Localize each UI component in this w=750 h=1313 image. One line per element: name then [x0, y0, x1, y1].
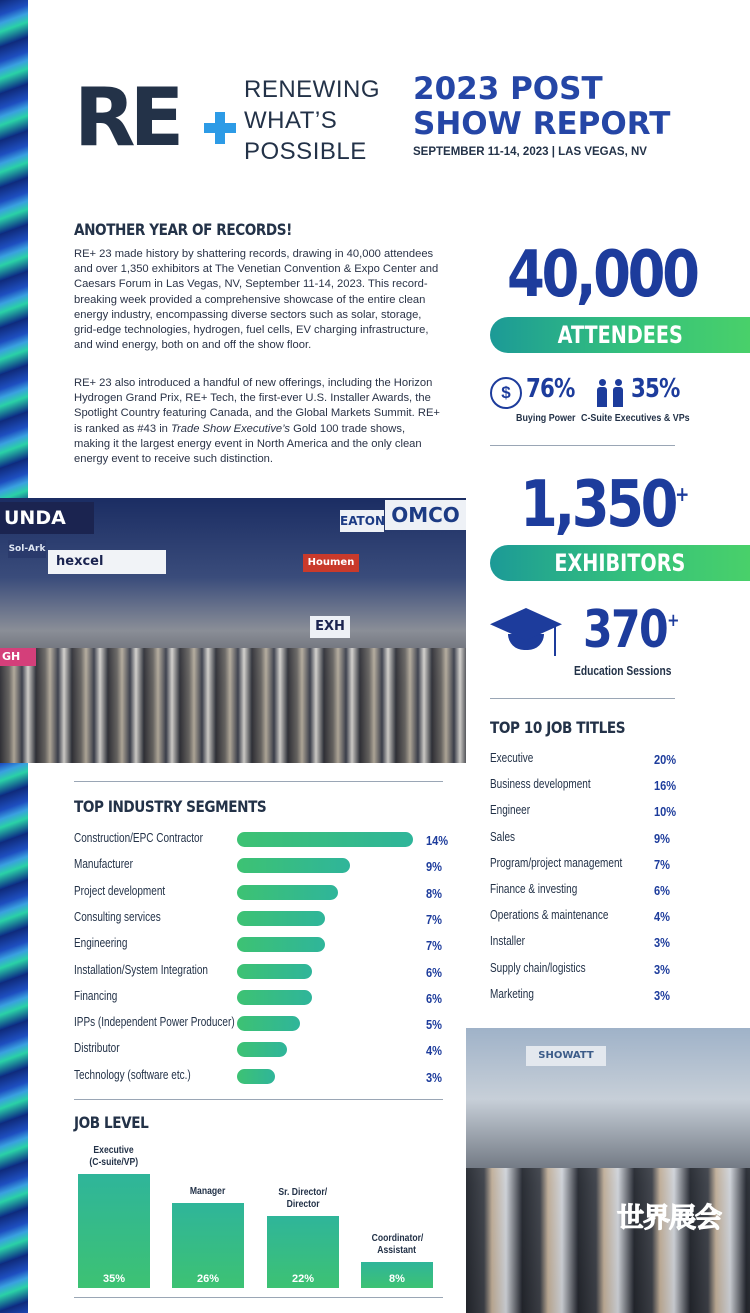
segment-bar [237, 990, 312, 1005]
segment-bar [237, 1016, 300, 1031]
job-level-label-line: Director [286, 1198, 320, 1211]
logo-tagline-line: RENEWING [244, 76, 380, 103]
segment-label: Construction/EPC Contractor [74, 831, 203, 845]
report-title-line: 2023 POST [413, 71, 603, 107]
segment-row [74, 1014, 446, 1036]
segment-row [74, 830, 449, 852]
segment-row [74, 935, 446, 957]
crowd [0, 648, 466, 763]
segment-bar [237, 1069, 275, 1084]
job-title-row [490, 856, 676, 876]
job-title-label: Program/project management [490, 855, 623, 870]
job-level-bar [78, 1174, 150, 1288]
exhibitors-label: EXHIBITORS [554, 549, 686, 577]
attendees-number: 40,000 [507, 238, 697, 312]
segment-label: Manufacturer [74, 857, 133, 872]
segment-row [74, 962, 446, 984]
logo-mark: RE [74, 71, 179, 164]
dollar-icon: $ [490, 377, 522, 409]
job-title-label: Engineer [490, 803, 531, 818]
attendees-label: ATTENDEES [557, 321, 683, 349]
job-level-bar [172, 1203, 244, 1288]
job-title-row [490, 908, 676, 928]
segment-pct: 8% [426, 885, 442, 901]
buying-power-pct: 76% [526, 374, 575, 404]
segment-label: Distributor [74, 1041, 120, 1056]
job-title-pct: 3% [654, 987, 670, 1003]
job-title-pct: 7% [654, 856, 670, 872]
job-title-pct: 3% [654, 935, 670, 951]
segment-row [74, 883, 446, 905]
job-level-heading: JOB LEVEL [74, 1113, 149, 1132]
records-paragraph-1: RE+ 23 made history by shattering records, drawing in 40,000 attendees and over 1,350 exhibitors at The Venetian Convention & Expo Center and Caesars Forum in Las Vegas, NV, September 11-14, 2023. This record-breaking week provided a comprehensive showcase of the entire clean energy industry, encompassing diverse sectors such as solar, storage, grid-edge technologies, hydrogen, fuel cells, EV charging infrastructure, and wind energy, both on and off the show floor. [74, 248, 439, 352]
booth-sign: hexcel [48, 550, 166, 574]
records-heading: ANOTHER YEAR OF RECORDS! [74, 220, 292, 239]
graduation-cap-icon [490, 608, 562, 664]
segment-pct: 3% [426, 1069, 442, 1085]
job-title-pct: 16% [654, 778, 677, 794]
booth-sign: Sol-Ark [8, 540, 46, 558]
booth-sign: UNDA [0, 502, 94, 534]
segment-row [74, 909, 446, 931]
segment-row [74, 1040, 446, 1062]
job-title-row [490, 830, 676, 850]
records-paragraph-2 [74, 376, 444, 467]
cap-tassel [554, 626, 556, 656]
expo-floor-photo [0, 498, 466, 763]
job-title-row [490, 961, 676, 981]
divider [74, 781, 443, 782]
segment-label: IPPs (Independent Power Producer) [74, 1015, 235, 1030]
education-number [583, 600, 679, 660]
exhibitors-number-value: 1,350 [520, 468, 676, 542]
booth-sign: OMCO [385, 500, 466, 530]
divider [74, 1099, 443, 1100]
job-level-bar [361, 1262, 433, 1288]
segment-pct: 14% [426, 833, 449, 848]
job-title-pct: 3% [654, 961, 670, 977]
paragraph-text: RE+ 23 also introduced a handful of new offerings, including the Horizon Hydrogen Grand Prix, RE+ Tech, the first-ever U.S. Installer Awards, the Spotlight Country featuring Canada, and the Global Markets Summit. RE+ is ranked as #43 in [74, 377, 440, 435]
booth-sign: EATON [340, 510, 384, 532]
job-level-label [68, 1144, 160, 1168]
segment-row [74, 988, 446, 1010]
person-icon [613, 379, 623, 407]
segment-label: Consulting services [74, 909, 161, 924]
job-title-pct: 4% [654, 909, 670, 925]
job-level-bar [267, 1216, 339, 1288]
divider [490, 445, 675, 446]
job-title-row [490, 987, 676, 1007]
segment-pct: 5% [426, 1017, 442, 1033]
segment-label: Installation/System Integration [74, 962, 208, 977]
attendees-banner [490, 317, 750, 353]
booth-sign: SHOWATT [526, 1046, 606, 1066]
job-title-label: Finance & investing [490, 882, 578, 896]
booth-sign: EXH [310, 616, 350, 638]
re-plus-logo [74, 72, 394, 167]
exhibitors-banner [490, 545, 750, 581]
segment-pct: 6% [426, 990, 442, 1006]
logo-tagline-line: WHAT’S [244, 107, 338, 134]
cap-top [490, 608, 562, 644]
segment-row [74, 1067, 446, 1089]
person-icon [597, 379, 607, 407]
job-title-label: Installer [490, 934, 526, 949]
watermark-logo: 世界展会 [617, 1203, 721, 1234]
job-level-pct: 26% [196, 1272, 220, 1285]
segment-pct: 4% [426, 1043, 442, 1059]
job-titles-heading: TOP 10 JOB TITLES [490, 718, 626, 737]
job-level-label [351, 1232, 443, 1256]
segment-label: Project development [74, 883, 166, 898]
job-level-label-line: Sr. Director/ [278, 1186, 328, 1199]
job-title-row [490, 934, 676, 954]
job-title-row [490, 777, 676, 797]
csuite-label: C-Suite Executives & VPs [581, 412, 690, 424]
job-title-pct: 20% [654, 752, 677, 767]
plus-icon [204, 112, 236, 144]
attendee-photo [466, 1028, 750, 1313]
plus-sign: + [667, 610, 680, 631]
job-title-label: Operations & maintenance [490, 908, 609, 923]
segment-pct: 6% [426, 964, 442, 980]
education-label: Education Sessions [574, 664, 672, 678]
job-level-pct: 8% [389, 1272, 405, 1285]
segment-label: Technology (software etc.) [74, 1067, 191, 1082]
buying-power-label: Buying Power [516, 412, 576, 424]
job-title-row [490, 882, 676, 902]
job-level-label [162, 1185, 254, 1197]
segment-bar [237, 964, 312, 979]
logo-tagline [244, 74, 404, 167]
exhibitors-number [520, 468, 689, 542]
segment-bar [237, 1042, 287, 1057]
segment-bar [237, 858, 350, 873]
segment-pct: 7% [426, 938, 442, 954]
job-level-label-line: Assistant [377, 1243, 417, 1256]
segment-pct: 7% [426, 911, 442, 927]
job-title-label: Business development [490, 777, 591, 792]
divider [490, 698, 675, 699]
csuite-pct: 35% [631, 374, 680, 404]
segment-bar [237, 832, 413, 847]
booth-sign: GH [0, 648, 36, 666]
segment-bar [237, 911, 325, 926]
job-title-label: Supply chain/logistics [490, 960, 586, 975]
job-level-pct: 22% [291, 1272, 315, 1285]
segment-row [74, 856, 446, 878]
job-level-label-line: Coordinator/ [371, 1231, 423, 1244]
logo-tagline-line: POSSIBLE [244, 138, 367, 165]
job-title-pct: 9% [654, 830, 670, 846]
job-title-label: Marketing [490, 986, 534, 1001]
report-subtitle: SEPTEMBER 11-14, 2023 | LAS VEGAS, NV [413, 146, 647, 158]
job-title-label: Executive [490, 751, 534, 765]
job-level-label-line: Executive [93, 1144, 135, 1156]
segment-bar [237, 937, 325, 952]
attendees-in-photo [466, 1168, 750, 1313]
segment-label: Engineering [74, 936, 128, 951]
job-title-row [490, 751, 676, 771]
job-title-row [490, 803, 676, 823]
divider [74, 1297, 443, 1298]
job-level-label [257, 1186, 349, 1210]
job-level-label-line: Manager [190, 1185, 226, 1198]
report-title-line: SHOW REPORT [413, 106, 671, 142]
education-number-value: 370 [583, 600, 668, 660]
job-title-label: Sales [490, 829, 516, 844]
paragraph-italic-text: Trade Show Executive’s [171, 422, 291, 435]
job-level-label-line: (C-suite/VP) [89, 1156, 139, 1168]
segment-bar [237, 885, 338, 900]
booth-sign: Houmen [303, 554, 359, 572]
segment-label: Financing [74, 988, 118, 1003]
industry-segments-heading: TOP INDUSTRY SEGMENTS [74, 797, 267, 816]
paragraph-text: Gold 100 trade shows, making it the largest energy event in North America and the only clean energy event to receive such distinction. [74, 422, 422, 466]
job-level-pct: 35% [102, 1273, 126, 1285]
job-title-pct: 6% [654, 883, 670, 898]
segment-pct: 9% [426, 859, 442, 875]
job-title-pct: 10% [654, 804, 677, 820]
report-title [413, 72, 733, 142]
plus-sign: + [675, 482, 690, 506]
